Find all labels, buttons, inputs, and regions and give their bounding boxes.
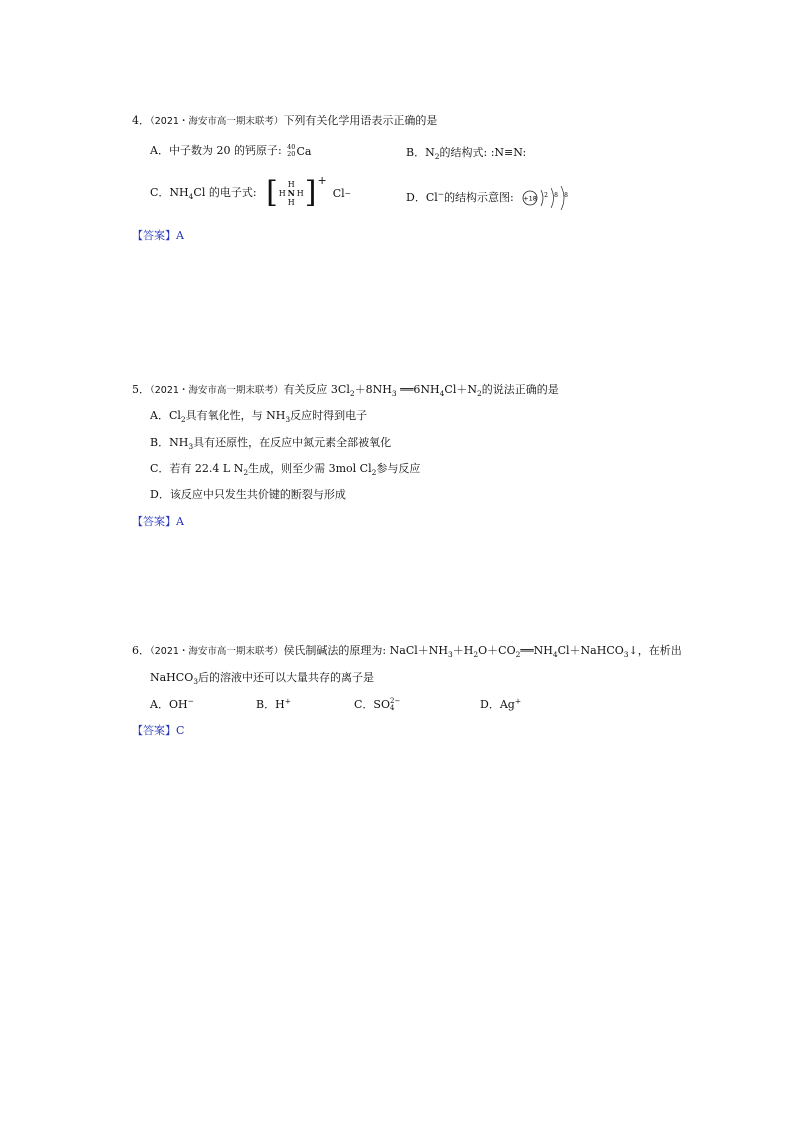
- question-6-option-c: C．SO 2− 4: [354, 697, 401, 712]
- question-6-option-d: D．Ag+: [480, 696, 522, 711]
- question-4-option-c: C．$NH_4Cl$ 的电子式: [ H H N H H ] + Cl −: [150, 174, 351, 210]
- question-4-option-b: B．$N_2$的结构式: :N≡N:: [406, 146, 527, 162]
- question-4-option-a: A．中子数为 20 的钙原子: 40 20 Ca: [150, 143, 312, 158]
- question-4-stem: [132, 108, 672, 135]
- question-6-option-a: A．OH−: [150, 696, 194, 711]
- chloride-atom-structure-diagram: [521, 185, 573, 211]
- svg-text:2: 2: [544, 192, 549, 199]
- question-6-stem-line-1: 6．（2021・海安市高一期末联考）侯氏制碱法的原理为: $NaCl+NH_3+H_2O+CO_2══NH_4Cl+NaHCO_3↓$，在析出: [132, 644, 682, 660]
- question-5-option-d: D．该反应中只发生共价键的断裂与形成: [150, 488, 346, 501]
- question-4: [132, 108, 672, 135]
- ammonium-electron-formula: [ H H N H H ] + Cl −: [266, 174, 351, 210]
- question-5-stem: 5．（2021・海安市高一期末联考）有关反应 $3Cl_2+8NH_3$ $══6NH_4Cl+N_2$的说法正确的是: [132, 383, 559, 399]
- question-5-option-c: C．若有 22.4 L $N_2$生成，则至少需 3mol $Cl_2$参与反应: [150, 462, 421, 478]
- question-5: [132, 377, 672, 407]
- question-6-option-b: B．H+: [256, 696, 291, 711]
- question-6-answer: 【答案】C: [132, 724, 185, 737]
- svg-text:8: 8: [554, 192, 559, 199]
- question-6-stem-line-2: NaHCO$_3$后的溶液中还可以大量共存的离子是: [150, 671, 374, 687]
- question-5-option-b: B．$NH_3$具有还原性，在反应中氮元素全部被氧化: [150, 436, 392, 452]
- question-6: [132, 638, 692, 668]
- question-source: （2021・海安市高一期末联考）: [150, 116, 284, 127]
- question-5-answer: 【答案】A: [132, 515, 184, 528]
- svg-text:8: 8: [564, 192, 569, 199]
- question-5-option-a: A．$Cl_2$具有氧化性，与 $NH_3$反应时得到电子: [150, 409, 368, 425]
- question-number: 4．: [132, 114, 150, 127]
- svg-text:+18: +18: [523, 194, 538, 203]
- question-4-answer: 【答案】A: [132, 229, 184, 242]
- question-4-option-d: D．Cl−的结构示意图: +18 2 8 8: [406, 185, 573, 211]
- calcium-nuclide: 40 20 Ca: [287, 143, 312, 158]
- question-text: 下列有关化学用语表示正确的是: [283, 114, 438, 127]
